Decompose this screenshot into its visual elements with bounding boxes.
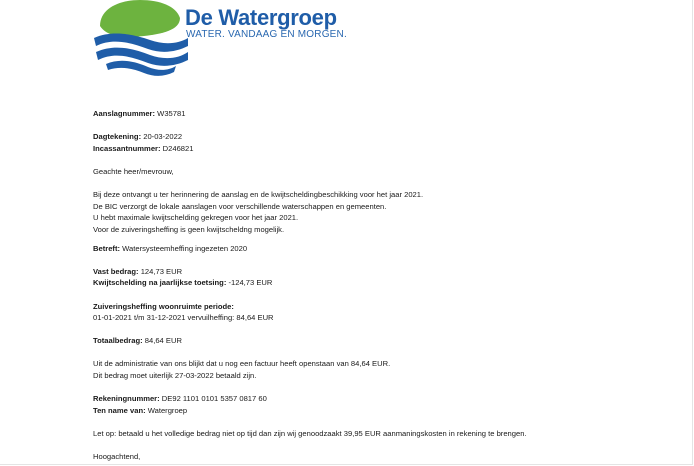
aanslagnummer-line (93, 108, 653, 120)
dagtekening-line (93, 131, 653, 143)
ten-name-van-line (93, 405, 653, 417)
aanslagnummer-label: Aanslagnummer: (93, 109, 156, 118)
dagtekening-value: 20-03-2022 (143, 132, 183, 142)
closing: Hoogachtend, (93, 452, 141, 462)
salutation: Geachte heer/mevrouw, (93, 166, 174, 176)
betreft-label: Betreft: (93, 243, 121, 253)
water-wave-logo-icon (92, 0, 188, 78)
zuivering-line: 01-01-2021 t/m 31-12-2021 vervuilheffing: 84,64 EUR (93, 313, 274, 323)
watergroep-logo (92, 0, 352, 80)
totaalbedrag-label: Totaalbedrag: (93, 336, 143, 346)
letter-body (93, 108, 653, 463)
betreft-line (93, 243, 653, 255)
incassantnummer-value: D246821 (162, 143, 194, 153)
dagtekening-label: Dagtekening: (93, 132, 142, 142)
kwijtschelding-value: -124,73 EUR (228, 278, 273, 288)
ten-name-van-value: Watergroep (147, 405, 188, 415)
notice-line: Dit bedrag moet uiterlijk 27-03-2022 betaald zijn. (93, 371, 257, 381)
incassantnummer-line (93, 143, 653, 155)
logo-tagline: WATER. VANDAAG EN MORGEN. (186, 29, 347, 40)
rekeningnummer-line (93, 393, 653, 405)
intro-line: U hebt maximale kwijtschelding gekregen voor het jaar 2021. (93, 213, 299, 223)
vast-bedrag-line (93, 266, 653, 278)
intro-line: Bij deze ontvangt u ter herinnering de aanslag en de kwijtscheldingbeschikking voor het jaar 2021. (93, 190, 424, 200)
logo-name: De Watergroep (185, 5, 337, 30)
vast-bedrag-label: Vast bedrag: (93, 266, 139, 276)
rekeningnummer-label: Rekeningnummer: (93, 394, 160, 404)
ten-name-van-label: Ten name van: (93, 405, 146, 415)
totaalbedrag-value: 84,64 EUR (144, 336, 182, 346)
intro-line: De BIC verzorgt de lokale aanslagen voor verschillende waterschappen en gemeenten. (93, 201, 387, 211)
betreft-value: Watersysteemheffing ingezeten 2020 (122, 243, 248, 253)
warning-line: Let op: betaald u het volledige bedrag niet op tijd dan zijn wij genoodzaakt 39,95 EUR aanmaningskosten in rekening te brengen. (93, 429, 527, 439)
rekeningnummer-value: DE92 1101 0101 5357 0817 60 (161, 394, 267, 404)
aanslagnummer-value: W35781 (157, 109, 186, 118)
totaalbedrag-line (93, 335, 653, 347)
notice-line: Uit de administratie van ons blijkt dat u nog een factuur heeft openstaan van 84,64 EUR. (93, 359, 391, 369)
kwijtschelding-label: Kwijtschelding na jaarlijkse toetsing: (93, 278, 227, 288)
vast-bedrag-value: 124,73 EUR (140, 266, 183, 276)
incassantnummer-label: Incassantnummer: (93, 143, 161, 153)
kwijtschelding-line (93, 277, 653, 289)
intro-line: Voor de zuiveringsheffing is geen kwijtscheldng mogelijk. (93, 224, 285, 234)
zuivering-label: Zuiveringsheffing woonruimte periode: (93, 301, 234, 311)
